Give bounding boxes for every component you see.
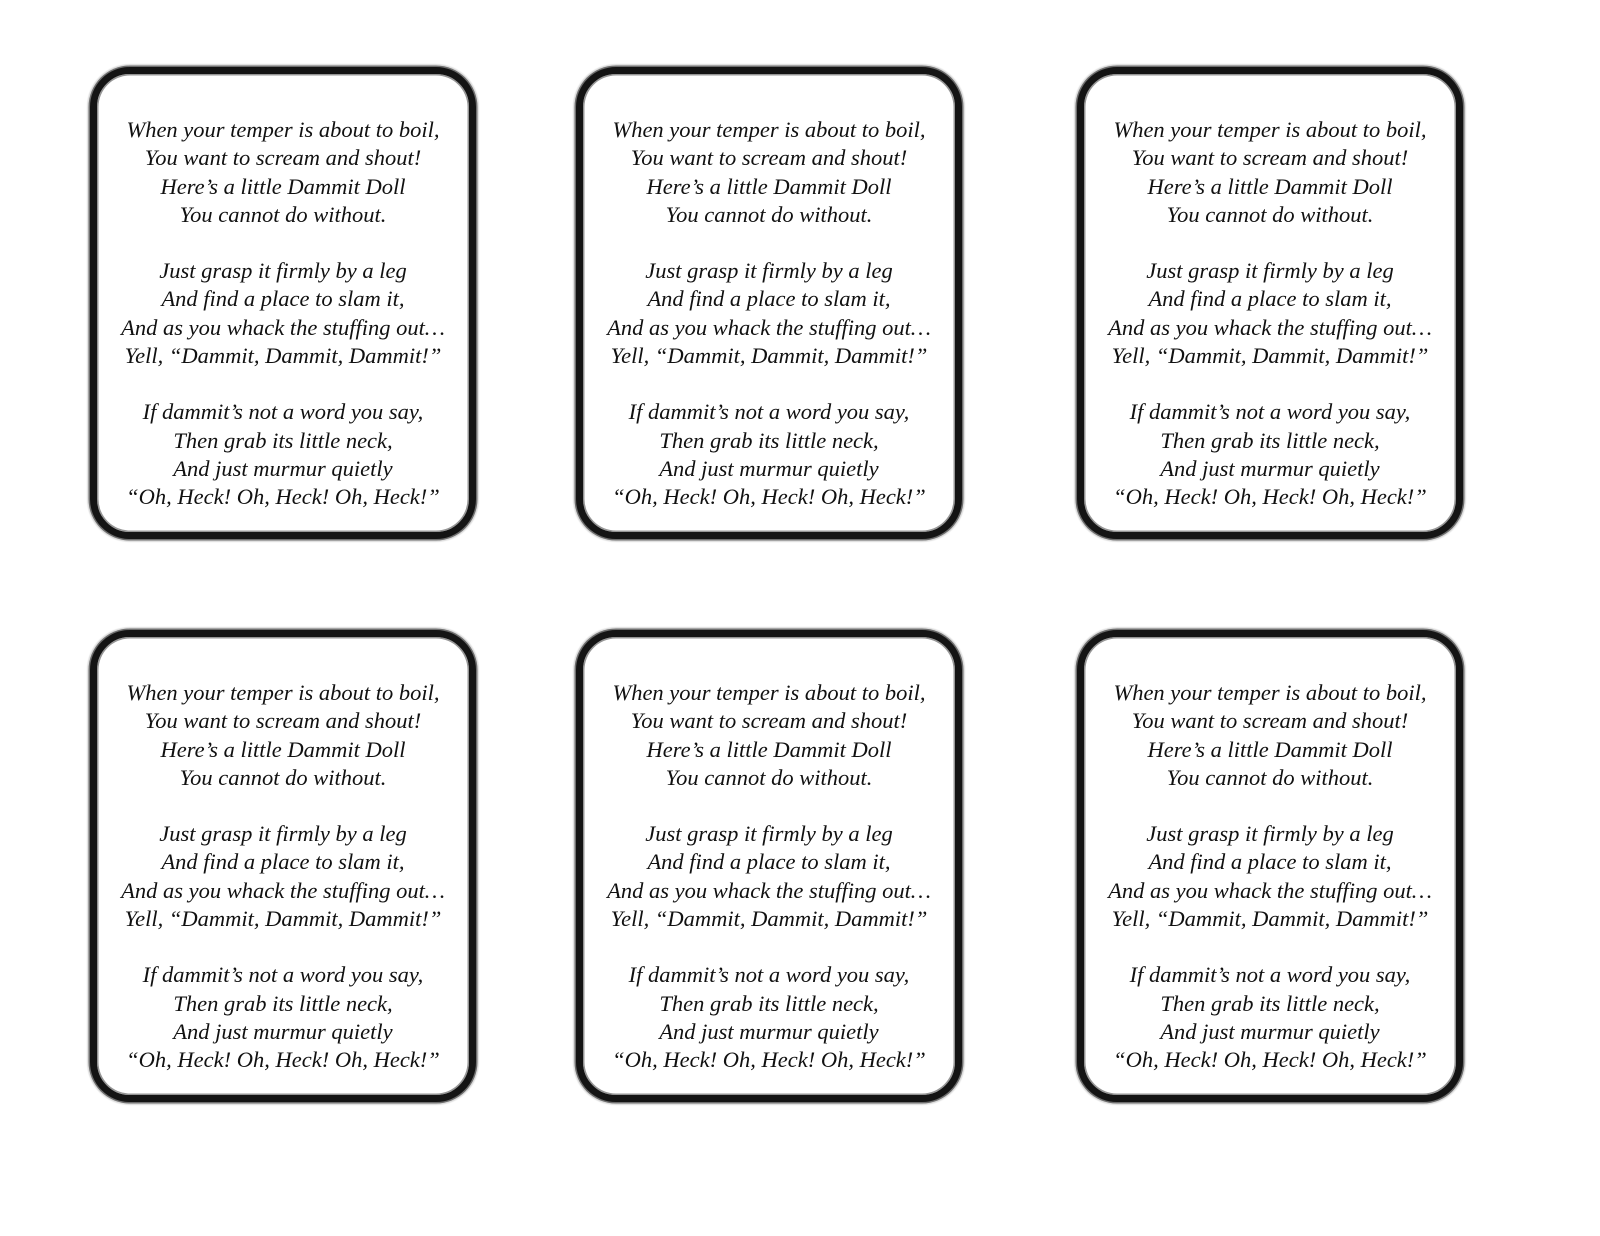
poem-line: And just murmur quietly [659, 455, 879, 481]
poem-line: If dammit’s not a word you say, [628, 399, 910, 425]
poem-line: “Oh, Heck! Oh, Heck! Oh, Heck!” [1113, 1047, 1427, 1073]
poem-stanza [1113, 679, 1426, 792]
poem-line: You cannot do without. [665, 764, 873, 790]
poem-line: Here’s a little Dammit Doll [1147, 173, 1393, 199]
poem-line: If dammit’s not a word you say, [1129, 399, 1411, 425]
poem-line: Here’s a little Dammit Doll [160, 173, 406, 199]
poem-line: When your temper is about to boil, [1113, 117, 1427, 142]
poem-line: And as you whack the stuffing out… [1108, 314, 1432, 340]
poem-stanza [1113, 961, 1427, 1074]
poem-line: “Oh, Heck! Oh, Heck! Oh, Heck!” [1113, 484, 1427, 510]
poem-stanza [1113, 398, 1427, 511]
poem-line: Here’s a little Dammit Doll [646, 173, 892, 199]
poem-line: If dammit’s not a word you say, [1129, 962, 1411, 988]
poem-line: If dammit’s not a word you say, [628, 962, 910, 988]
poem-line: “Oh, Heck! Oh, Heck! Oh, Heck!” [126, 484, 440, 510]
poem-line: When your temper is about to boil, [126, 117, 440, 142]
poem-stanza [612, 116, 925, 229]
poem-line: And as you whack the stuffing out… [607, 314, 931, 340]
poem-stanza [607, 257, 931, 370]
poem-stanza [126, 961, 440, 1074]
poem-line: You cannot do without. [1166, 201, 1374, 227]
poem-line: And find a place to slam it, [161, 286, 405, 312]
poem-line: You cannot do without. [179, 201, 387, 227]
poem-line: And just murmur quietly [1160, 455, 1380, 481]
poem-line: Here’s a little Dammit Doll [160, 736, 406, 762]
poem-stanza [126, 679, 439, 792]
poem-line: Just grasp it firmly by a leg [645, 821, 893, 847]
poem-line: And find a place to slam it, [1148, 849, 1392, 875]
poem-line: You want to scream and shout! [144, 708, 422, 734]
poem-line: And as you whack the stuffing out… [607, 877, 931, 903]
poem-stanza [121, 820, 445, 933]
poem-line: Then grab its little neck, [659, 990, 879, 1016]
poem-line: Here’s a little Dammit Doll [646, 736, 892, 762]
poem-card [1077, 630, 1463, 1102]
poem-line: You cannot do without. [665, 201, 873, 227]
poem-line: Then grab its little neck, [1160, 990, 1380, 1016]
poem-card [90, 67, 476, 539]
poem-line: You cannot do without. [1166, 764, 1374, 790]
poem-line: And find a place to slam it, [161, 849, 405, 875]
poem-line: And just murmur quietly [173, 1018, 393, 1044]
poem-line: And as you whack the stuffing out… [121, 877, 445, 903]
poem-line: Yell, “Dammit, Dammit, Dammit!” [124, 906, 442, 932]
poem-stanza [126, 116, 439, 229]
poem-card [1077, 67, 1463, 539]
poem-line: And as you whack the stuffing out… [1108, 877, 1432, 903]
poem-line: Then grab its little neck, [659, 427, 879, 453]
poem-line: Then grab its little neck, [173, 990, 393, 1016]
poem-line: And find a place to slam it, [647, 286, 891, 312]
poem-line: You want to scream and shout! [630, 145, 908, 171]
poem-stanza [1113, 116, 1426, 229]
poem-line: Just grasp it firmly by a leg [159, 258, 407, 284]
poem-line: “Oh, Heck! Oh, Heck! Oh, Heck!” [612, 484, 926, 510]
poem-line: “Oh, Heck! Oh, Heck! Oh, Heck!” [126, 1047, 440, 1073]
poem-line: And find a place to slam it, [647, 849, 891, 875]
poem-line: And find a place to slam it, [1148, 286, 1392, 312]
poem-line: And just murmur quietly [1160, 1018, 1380, 1044]
poem-line: When your temper is about to boil, [1113, 680, 1427, 705]
poem-stanza [126, 398, 440, 511]
poem-line: Here’s a little Dammit Doll [1147, 736, 1393, 762]
poem-line: Just grasp it firmly by a leg [159, 821, 407, 847]
poem-card [90, 630, 476, 1102]
poem-line: When your temper is about to boil, [612, 680, 926, 705]
poem-line: You want to scream and shout! [630, 708, 908, 734]
poem-line: When your temper is about to boil, [612, 117, 926, 142]
poem-line: You want to scream and shout! [1131, 708, 1409, 734]
poem-line: If dammit’s not a word you say, [142, 962, 424, 988]
poem-line: Just grasp it firmly by a leg [1146, 821, 1394, 847]
poem-stanza [121, 257, 445, 370]
poem-card [576, 630, 962, 1102]
poem-line: And just murmur quietly [659, 1018, 879, 1044]
poem-line: When your temper is about to boil, [126, 680, 440, 705]
poem-line: Yell, “Dammit, Dammit, Dammit!” [124, 343, 442, 369]
poem-line: You cannot do without. [179, 764, 387, 790]
poem-line: Yell, “Dammit, Dammit, Dammit!” [1111, 343, 1429, 369]
poem-line: If dammit’s not a word you say, [142, 399, 424, 425]
poem-line: Then grab its little neck, [1160, 427, 1380, 453]
poem-line: Just grasp it firmly by a leg [1146, 258, 1394, 284]
poem-line: “Oh, Heck! Oh, Heck! Oh, Heck!” [612, 1047, 926, 1073]
poem-line: Just grasp it firmly by a leg [645, 258, 893, 284]
poem-stanza [607, 820, 931, 933]
poem-stanza [1108, 820, 1432, 933]
poem-stanza [612, 398, 926, 511]
poem-stanza [612, 961, 926, 1074]
poem-line: Yell, “Dammit, Dammit, Dammit!” [1111, 906, 1429, 932]
poem-line: Then grab its little neck, [173, 427, 393, 453]
poem-line: And just murmur quietly [173, 455, 393, 481]
poem-card [576, 67, 962, 539]
poem-stanza [612, 679, 925, 792]
poem-line: You want to scream and shout! [1131, 145, 1409, 171]
poem-line: Yell, “Dammit, Dammit, Dammit!” [610, 906, 928, 932]
poem-line: And as you whack the stuffing out… [121, 314, 445, 340]
poem-stanza [1108, 257, 1432, 370]
poem-line: Yell, “Dammit, Dammit, Dammit!” [610, 343, 928, 369]
poem-line: You want to scream and shout! [144, 145, 422, 171]
